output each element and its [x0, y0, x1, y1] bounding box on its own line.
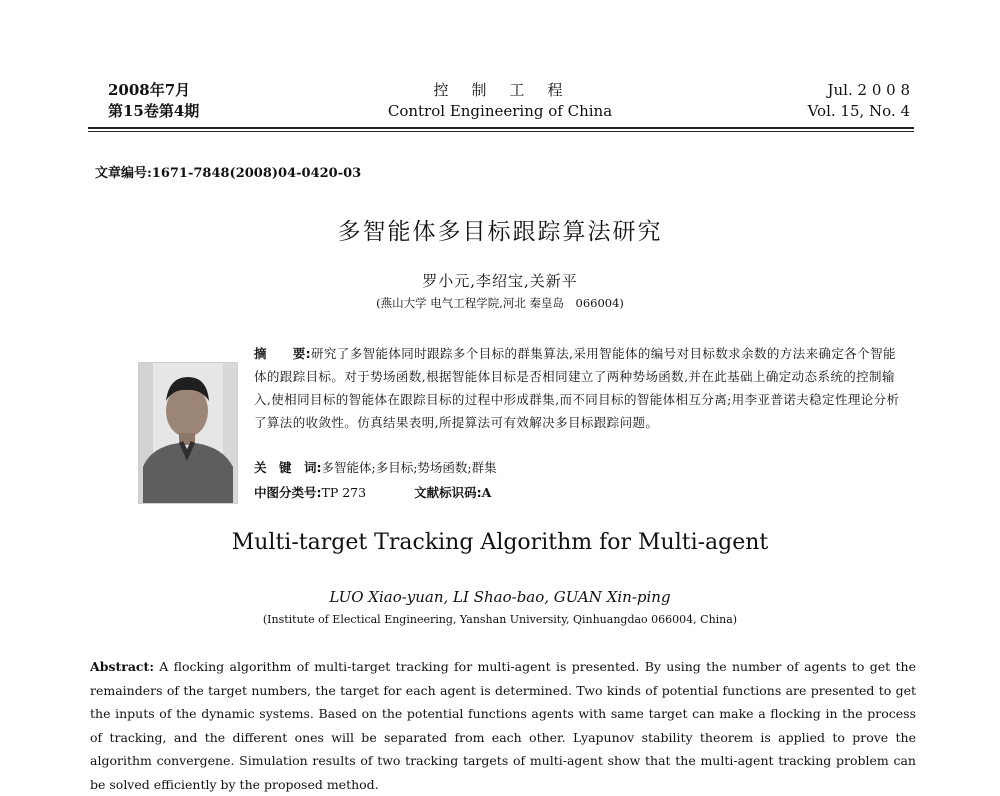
- issue-volume-cn: 第15卷第4期: [108, 102, 200, 120]
- doc-code-value: A: [481, 485, 492, 500]
- issue-volume-en: Vol. 15, No. 4: [807, 102, 910, 120]
- authors-cn: 罗小元,李绍宝,关新平: [422, 272, 578, 290]
- issue-date-cn: 2008年7月: [108, 81, 191, 99]
- journal-name-en: Control Engineering of China: [387, 102, 613, 120]
- keywords-cn: [254, 458, 497, 476]
- clc-value: TP 273: [321, 485, 367, 500]
- clc-label: 中图分类号:: [254, 485, 322, 500]
- abstract-cn-text: 研究了多智能体同时跟踪多个目标的群集算法,采用智能体的编号对目标数求余数的方法来确定各个智能体的跟踪目标。对于势场函数,根据智能体目标是否相同建立了两种势场函数,并在此基础上确定动态系统的控制输入,使相同目标的智能体在跟踪目标的过程中形成群集,而不同目标的智能体相互分离;用李亚普诺夫稳定性理论分析了算法的收敛性。仿真结果表明,所提算法可有效解决多目标跟踪问题。: [254, 346, 900, 430]
- article-number: 文章编号:1671-7848(2008)04-0420-03: [95, 166, 362, 181]
- doc-code-label: 文献标识码:: [414, 485, 482, 500]
- authors-en: LUO Xiao-yuan, LI Shao-bao, GUAN Xin-ping: [329, 588, 671, 606]
- affiliation-en: (Institute of Electical Engineering, Yanshan University, Qinhuangdao 066004, China): [262, 613, 738, 626]
- paper-title-cn: 多智能体多目标跟踪算法研究: [337, 219, 663, 245]
- author-photo-image: [139, 363, 237, 503]
- keywords-text: 多智能体;多目标;势场函数;群集: [321, 460, 497, 475]
- keywords-label: 关 键 词:: [254, 460, 322, 475]
- affiliation-cn: (燕山大学 电气工程学院,河北 秦皇岛 066004): [376, 296, 624, 310]
- journal-name-cn: 控 制 工 程: [433, 81, 567, 99]
- header-right: [808, 80, 910, 122]
- abstract-en: [90, 655, 916, 796]
- abstract-cn: [254, 342, 906, 434]
- header-rule-thick: [88, 127, 914, 129]
- abstract-en-text: A flocking algorithm of multi-target tracking for multi-agent is presented. By using the number of agents to get the remainders of the target numbers, the target for each agent is determined. Two kinds of potential functions are presented to get the inputs of the dynamic systems. Based on the potential functions agents with same target can make a flocking in the process of tracking, and the different ones will be separated from each other. Lyapunov stability theorem is applied to prove the algorithm convergene. Simulation results of two tracking targets of multi-agent show that the multi-agent tracking problem can be solved efficiently by the proposed method.: [90, 659, 916, 792]
- classification-line: [254, 483, 491, 501]
- issue-date-en: Jul. 2 0 0 8: [827, 81, 910, 99]
- paper-title-en: Multi-target Tracking Algorithm for Multi-agent: [231, 530, 769, 555]
- author-photo: [138, 362, 238, 504]
- header-rule-thin: [88, 131, 914, 132]
- abstract-en-label: Abstract:: [90, 659, 154, 674]
- abstract-cn-label: 摘 要:: [254, 346, 311, 361]
